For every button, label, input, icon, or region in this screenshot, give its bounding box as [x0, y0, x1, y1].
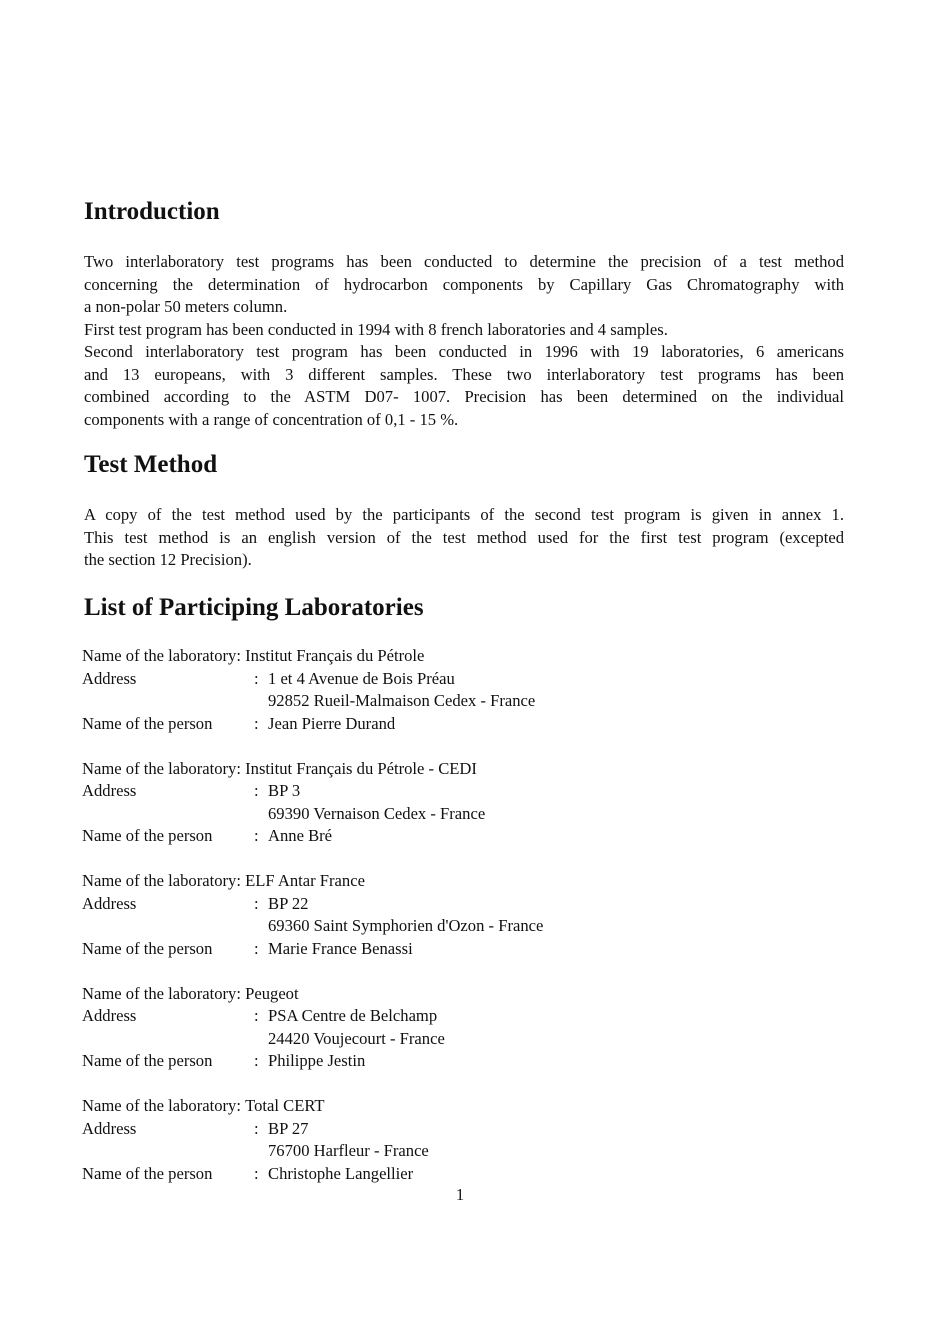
address-line-2: 92852 Rueil-Malmaison Cedex - France — [268, 691, 536, 710]
address-label: Address — [82, 893, 137, 913]
laboratory-entry: Name of the laboratory: Institut Français du Pétrole Address : 1 et 4 Avenue de Bois Préau 92852 Rueil-Malmaison Cedex - France Name of the person : Jean Pierre Durand — [82, 645, 682, 735]
address-line-1: BP 3 — [268, 781, 301, 800]
person-label: Name of the person — [82, 1051, 213, 1070]
laboratory-label: Name of the laboratory: — [82, 646, 241, 665]
address-label: Address — [82, 781, 137, 800]
text-line: a non-polar 50 meters column. — [84, 297, 288, 316]
address-line-1: BP 27 — [268, 1118, 309, 1138]
text-line: Second interlaboratory test program has been conducted in 1996 with 19 laboratories, 6 americans — [84, 342, 844, 361]
text-line: components with a range of concentration of 0,1 - 15 %. — [84, 409, 459, 429]
person-name: Marie France Benassi — [268, 938, 413, 958]
address-line-2: 24420 Voujecourt - France — [268, 1028, 445, 1048]
page-number: 1 — [455, 1185, 465, 1204]
laboratory-entry: Name of the laboratory: ELF Antar France Address : BP 22 69360 Saint Symphorien d'Ozon - France Name of the person : Marie France Benassi — [82, 870, 682, 960]
laboratory-name: Total CERT — [245, 1096, 325, 1115]
address-label: Address — [82, 1118, 137, 1138]
text-line: the section 12 Precision). — [84, 550, 252, 569]
laboratory-name: ELF Antar France — [245, 871, 365, 890]
laboratory-name: Institut Français du Pétrole — [245, 646, 425, 665]
person-label: Name of the person — [82, 713, 213, 733]
laboratory-label: Name of the laboratory: — [82, 871, 241, 890]
address-line-1: 1 et 4 Avenue de Bois Préau — [268, 668, 455, 688]
person-label: Name of the person — [82, 1163, 213, 1183]
test-method-paragraph — [84, 504, 844, 572]
laboratory-label: Name of the laboratory: — [82, 983, 241, 1003]
laboratory-label: Name of the laboratory: — [82, 758, 241, 778]
person-label: Name of the person — [82, 826, 213, 845]
participating-labs-heading: List of Participing Laboratories — [84, 594, 424, 621]
address-line-1: BP 22 — [268, 893, 309, 913]
text-line: A copy of the test method used by the participants of the second test program is given in annex 1. — [84, 505, 844, 524]
laboratory-list — [82, 645, 682, 1208]
person-label: Name of the person — [82, 938, 213, 958]
text-line: First test program has been conducted in 1994 with 8 french laboratories and 4 samples. — [84, 319, 668, 339]
text-line: Two interlaboratory test programs has been conducted to determine the precision of a test method — [84, 252, 844, 271]
laboratory-label: Name of the laboratory: — [82, 1096, 241, 1115]
laboratory-name: Peugeot — [245, 983, 299, 1003]
laboratory-entry: Name of the laboratory: Peugeot Address : PSA Centre de Belchamp 24420 Voujecourt - France Name of the person : Philippe Jestin — [82, 983, 682, 1073]
person-name: Christophe Langellier — [268, 1163, 414, 1183]
address-line-1: PSA Centre de Belchamp — [268, 1006, 438, 1025]
person-name: Anne Bré — [268, 826, 333, 845]
person-name: Jean Pierre Durand — [268, 713, 396, 733]
text-line: and 13 europeans, with 3 different samples. These two interlaboratory test programs has been — [84, 364, 844, 384]
introduction-paragraph — [84, 251, 844, 431]
address-line-2: 69390 Vernaison Cedex - France — [268, 803, 486, 823]
address-label: Address — [82, 1006, 137, 1025]
address-line-2: 76700 Harfleur - France — [268, 1141, 429, 1160]
text-line: This test method is an english version of the test method used for the first test program (excepted — [84, 527, 844, 547]
text-line: concerning the determination of hydrocarbon components by Capillary Gas Chromatography with — [84, 274, 844, 294]
laboratory-entry: Name of the laboratory: Total CERT Address : BP 27 76700 Harfleur - France Name of the person : Christophe Langellier — [82, 1095, 682, 1185]
address-label: Address — [82, 668, 137, 688]
introduction-heading: Introduction — [84, 198, 220, 225]
person-name: Philippe Jestin — [268, 1051, 366, 1070]
text-line: combined according to the ASTM D07- 1007. Precision has been determined on the individual — [84, 387, 844, 406]
laboratory-name: Institut Français du Pétrole - CEDI — [245, 758, 477, 778]
laboratory-entry: Name of the laboratory: Institut Français du Pétrole - CEDI Address : BP 3 69390 Vernaison Cedex - France Name of the person : Anne Bré — [82, 758, 682, 848]
test-method-heading: Test Method — [84, 451, 218, 478]
address-line-2: 69360 Saint Symphorien d'Ozon - France — [268, 916, 544, 935]
